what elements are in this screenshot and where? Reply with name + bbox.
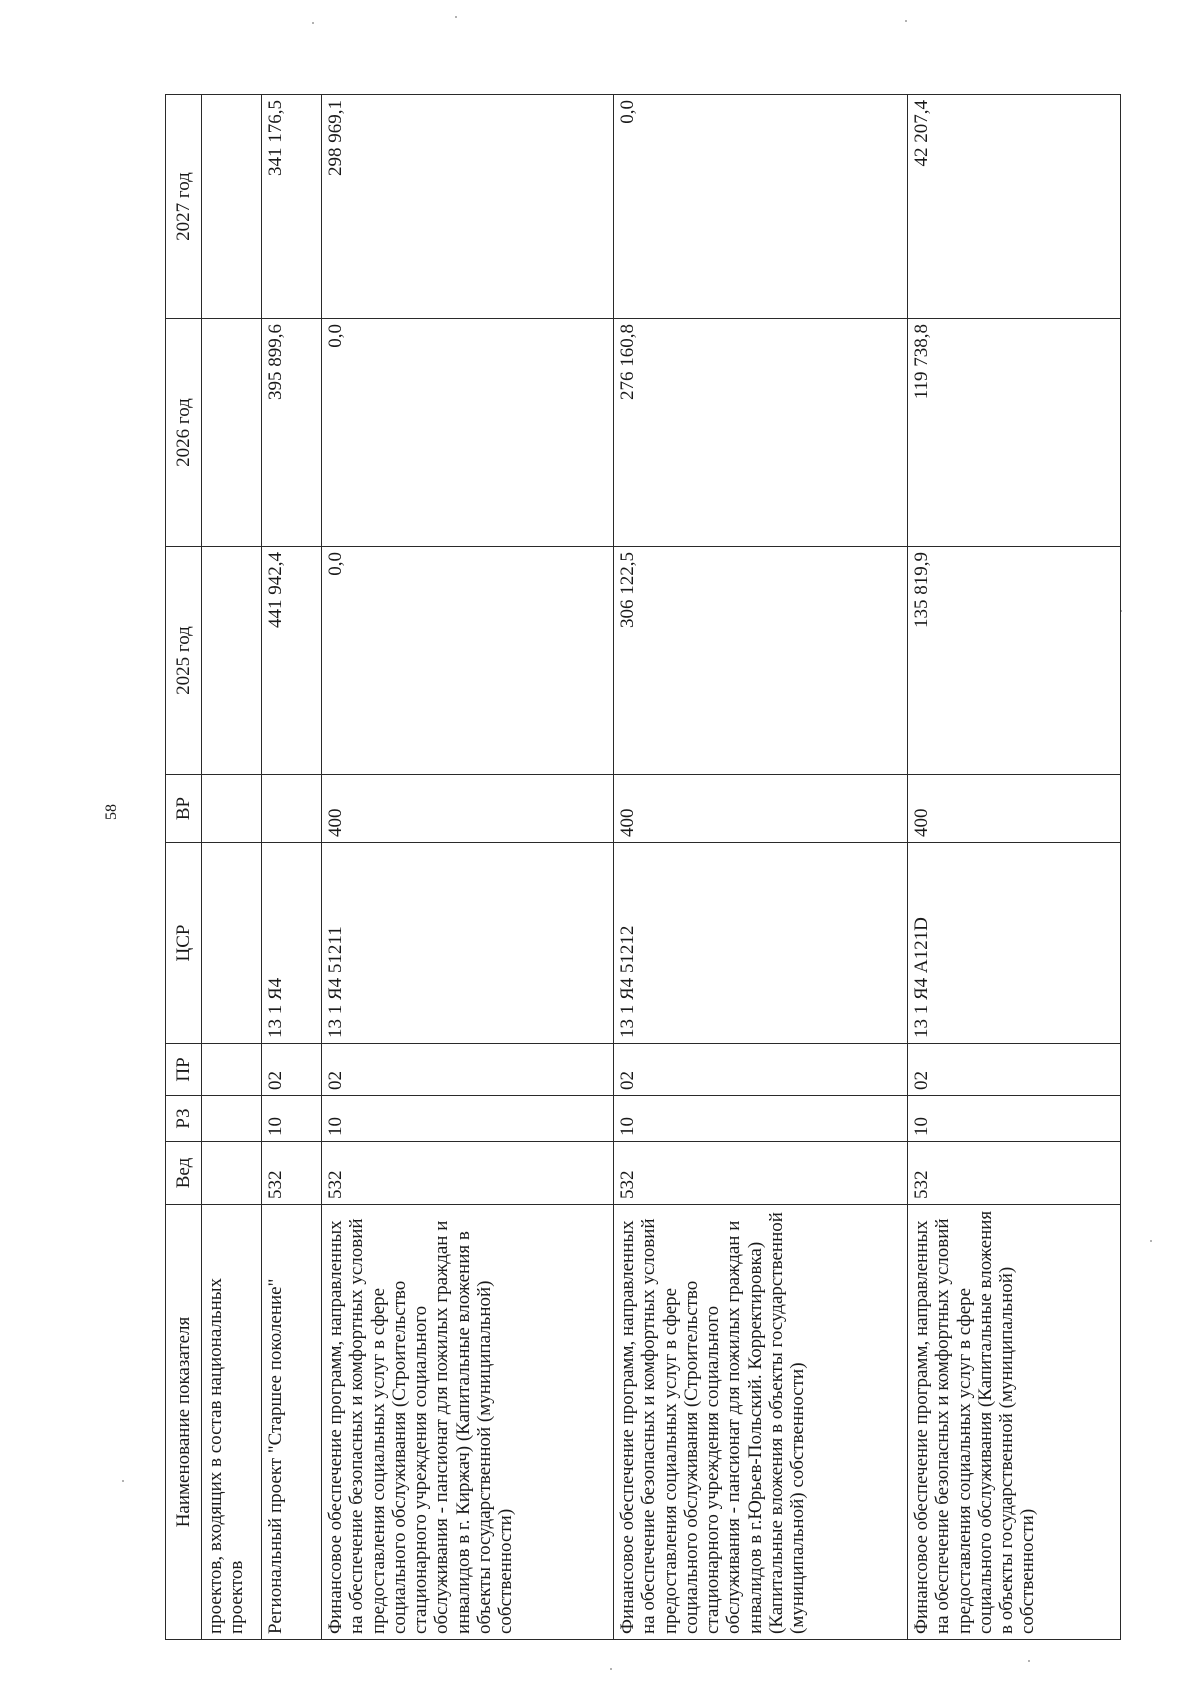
cell-2025: 135 819,9 bbox=[908, 547, 1121, 775]
cell-pr: 02 bbox=[908, 1044, 1121, 1096]
cell-pr: 02 bbox=[614, 1044, 908, 1096]
cell-rz: 10 bbox=[908, 1096, 1121, 1142]
table-header-row bbox=[166, 95, 202, 1640]
cell-2027: 42 207,4 bbox=[908, 95, 1121, 319]
header-2027: 2027 год bbox=[166, 95, 202, 319]
cell-ved bbox=[202, 1142, 262, 1205]
header-pr: ПР bbox=[166, 1044, 202, 1096]
cell-2027: 298 969,1 bbox=[322, 95, 614, 319]
scan-speck bbox=[312, 22, 314, 24]
cell-vr: 400 bbox=[614, 775, 908, 843]
cell-rz: 10 bbox=[262, 1096, 322, 1142]
header-csr: ЦСР bbox=[166, 843, 202, 1044]
cell-csr bbox=[202, 843, 262, 1044]
cell-2026 bbox=[202, 319, 262, 547]
cell-pr: 02 bbox=[262, 1044, 322, 1096]
cell-vr: 400 bbox=[908, 775, 1121, 843]
cell-2025: 441 942,4 bbox=[262, 547, 322, 775]
cell-ved: 532 bbox=[614, 1142, 908, 1205]
scan-speck bbox=[1150, 1240, 1152, 1242]
header-vr: ВР bbox=[166, 775, 202, 843]
cell-name: Финансовое обеспечение программ, направленных на обеспечение безопасных и комфортных условий предоставления социальных услуг в сфере социального обслуживания (Капитальные вложения в объекты государственной (муниципальной) собственности) bbox=[908, 1205, 1121, 1640]
rotated-table-wrapper bbox=[165, 95, 1120, 1640]
cell-name: Финансовое обеспечение программ, направленных на обеспечение безопасных и комфортных условий предоставления социальных услуг в сфере социального обслуживания (Строительство стационарного учреждения социального обслуживания - пансионат для пожилых граждан и инвалидов в г.Юрьев-Польский. Корректировка) (Капитальные вложения в объекты государственной (муниципальной) собственности) bbox=[614, 1205, 908, 1640]
cell-pr bbox=[202, 1044, 262, 1096]
cell-2025 bbox=[202, 547, 262, 775]
cell-csr: 13 1 Я4 bbox=[262, 843, 322, 1044]
scan-speck bbox=[1028, 1660, 1030, 1662]
cell-2027: 0,0 bbox=[614, 95, 908, 319]
cell-rz: 10 bbox=[322, 1096, 614, 1142]
scan-speck bbox=[905, 20, 907, 22]
cell-csr: 13 1 Я4 51212 bbox=[614, 843, 908, 1044]
cell-rz: 10 bbox=[614, 1096, 908, 1142]
cell-2026: 0,0 bbox=[322, 319, 614, 547]
cell-vr: 400 bbox=[322, 775, 614, 843]
table-row bbox=[322, 95, 614, 1640]
cell-pr: 02 bbox=[322, 1044, 614, 1096]
header-rz: РЗ bbox=[166, 1096, 202, 1142]
cell-name: Региональный проект "Старшее поколение" bbox=[262, 1205, 322, 1640]
table-row bbox=[262, 95, 322, 1640]
cell-2026: 119 738,8 bbox=[908, 319, 1121, 547]
page-number: 58 bbox=[103, 804, 120, 820]
cell-2025: 306 122,5 bbox=[614, 547, 908, 775]
cell-2027: 341 176,5 bbox=[262, 95, 322, 319]
cell-2026: 276 160,8 bbox=[614, 319, 908, 547]
cell-csr: 13 1 Я4 51211 bbox=[322, 843, 614, 1044]
cell-ved: 532 bbox=[322, 1142, 614, 1205]
cell-vr bbox=[262, 775, 322, 843]
table-row bbox=[908, 95, 1121, 1640]
cell-2027 bbox=[202, 95, 262, 319]
budget-table bbox=[165, 94, 1121, 1640]
header-name: Наименование показателя bbox=[166, 1205, 202, 1640]
cell-2025: 0,0 bbox=[322, 547, 614, 775]
cell-vr bbox=[202, 775, 262, 843]
cell-ved: 532 bbox=[908, 1142, 1121, 1205]
cell-2026: 395 899,6 bbox=[262, 319, 322, 547]
table-row bbox=[202, 95, 262, 1640]
scan-speck bbox=[122, 1480, 124, 1482]
cell-name: Финансовое обеспечение программ, направленных на обеспечение безопасных и комфортных условий предоставления социальных услуг в сфере социального обслуживания (Строительство стационарного учреждения социального обслуживания - пансионат для пожилых граждан и инвалидов в г. Киржач) (Капитальные вложения в объекты государственной (муниципальной) собственности) bbox=[322, 1205, 614, 1640]
header-ved: Вед bbox=[166, 1142, 202, 1205]
cell-csr: 13 1 Я4 A121D bbox=[908, 843, 1121, 1044]
cell-rz bbox=[202, 1096, 262, 1142]
cell-name: проектов, входящих в состав национальных проектов bbox=[202, 1205, 262, 1640]
scan-speck bbox=[610, 1668, 612, 1670]
table-row bbox=[614, 95, 908, 1640]
cell-ved: 532 bbox=[262, 1142, 322, 1205]
header-2026: 2026 год bbox=[166, 319, 202, 547]
header-2025: 2025 год bbox=[166, 547, 202, 775]
scan-speck bbox=[455, 16, 457, 18]
